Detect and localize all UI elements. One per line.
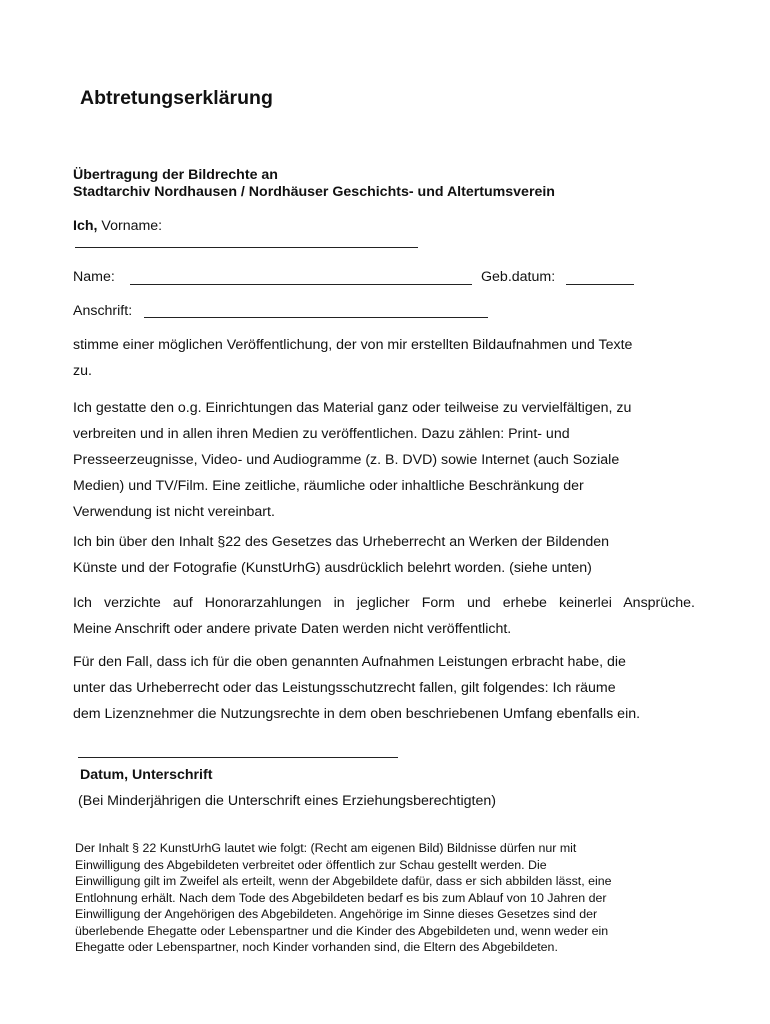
text-line: Ich bin über den Inhalt §22 des Gesetzes das Urheberrecht an Werken der Bildenden (73, 534, 610, 550)
text-line: Für den Fall, dass ich für die oben genannten Aufnahmen Leistungen erbracht habe, die (73, 654, 626, 670)
vorname-label: Vorname: (97, 218, 163, 234)
vorname-row (73, 218, 162, 234)
paragraph-kunsturhg (73, 529, 697, 581)
text-line: zu. (73, 363, 92, 379)
paragraph-consent (73, 332, 697, 384)
text-line: dem Lizenznehmer die Nutzungsrechte in dem oben beschriebenen Umfang ebenfalls ein. (73, 706, 641, 722)
document-title: Abtretungserklärung (80, 87, 273, 109)
text-line: Medien) und TV/Film. Eine zeitliche, räumliche oder inhaltliche Beschränkung der (73, 478, 584, 494)
text-line: Künste und der Fotografie (KunstUrhG) ausdrücklich belehrt worden. (siehe unten) (73, 560, 592, 576)
name-label: Name: (73, 269, 115, 285)
ich-label: Ich, (73, 218, 98, 234)
gebdatum-field[interactable] (566, 284, 634, 285)
text-line: Meine Anschrift oder andere private Daten werden nicht veröffentlicht. (73, 621, 512, 637)
paragraph-fee-waiver (73, 590, 695, 642)
signature-field[interactable] (78, 757, 398, 758)
footnote-kunsturhg (75, 840, 705, 956)
text-line: unter das Urheberrecht oder das Leistungsschutzrecht fallen, gilt folgendes: Ich räume (73, 680, 616, 696)
subtitle-line-2: Stadtarchiv Nordhausen / Nordhäuser Geschichts- und Altertumsverein (73, 184, 555, 200)
text-line: Verwendung ist nicht vereinbart. (73, 504, 275, 520)
text-line: verbreiten und in allen ihren Medien zu veröffentlichen. Dazu zählen: Print- und (73, 426, 570, 442)
anschrift-field[interactable] (144, 317, 488, 318)
text-line: Ich verzichte auf Honorarzahlungen in jeglicher Form und erhebe keinerlei Ansprüche. (73, 595, 695, 611)
footnote-line: Einwilligung der Angehörigen des Abgebildeten. Angehörige im Sinne dieses Gesetzes sind der (75, 907, 598, 921)
footnote-line: überlebende Ehegatte oder Lebenspartner und die Kinder des Abgebildeten und, wenn weder ein (75, 923, 609, 938)
paragraph-license (73, 649, 697, 727)
footnote-line: Der Inhalt § 22 KunstUrhG lautet wie folgt: (Recht am eigenen Bild) Bildnisse dürfen nur mit (75, 841, 577, 855)
paragraph-permission (73, 395, 697, 525)
footnote-line: Entlohnung erhält. Nach dem Tode des Abgebildeten bedarf es bis zum Ablauf von 10 Jahren der (75, 890, 607, 905)
footnote-line: Einwilligung des Abgebildeten verbreitet oder öffentlich zur Schau gestellt werden. Die (75, 857, 547, 872)
subtitle-line-1: Übertragung der Bildrechte an (73, 167, 278, 183)
footnote-line: Ehegatte oder Lebenspartner, noch Kinder vorhanden sind, die Eltern des Abgebildeten. (75, 940, 558, 954)
gebdatum-label: Geb.datum: (481, 269, 556, 285)
name-field[interactable] (130, 284, 472, 285)
text-line: Presseerzeugnisse, Video- und Audiogramme (z. B. DVD) sowie Internet (auch Soziale (73, 452, 620, 468)
signature-label: Datum, Unterschrift (80, 767, 213, 783)
vorname-field[interactable] (75, 247, 418, 248)
text-line: Ich gestatte den o.g. Einrichtungen das Material ganz oder teilweise zu vervielfältigen, zu (73, 400, 632, 416)
text-line: stimme einer möglichen Veröffentlichung, der von mir erstellten Bildaufnahmen und Texte (73, 337, 633, 353)
signature-note: (Bei Minderjährigen die Unterschrift eines Erziehungsberechtigten) (78, 793, 496, 809)
anschrift-label: Anschrift: (73, 303, 133, 319)
footnote-line: Einwilligung gilt im Zweifel als erteilt, wenn der Abgebildete dafür, dass er sich abbilden lässt, eine (75, 874, 612, 888)
